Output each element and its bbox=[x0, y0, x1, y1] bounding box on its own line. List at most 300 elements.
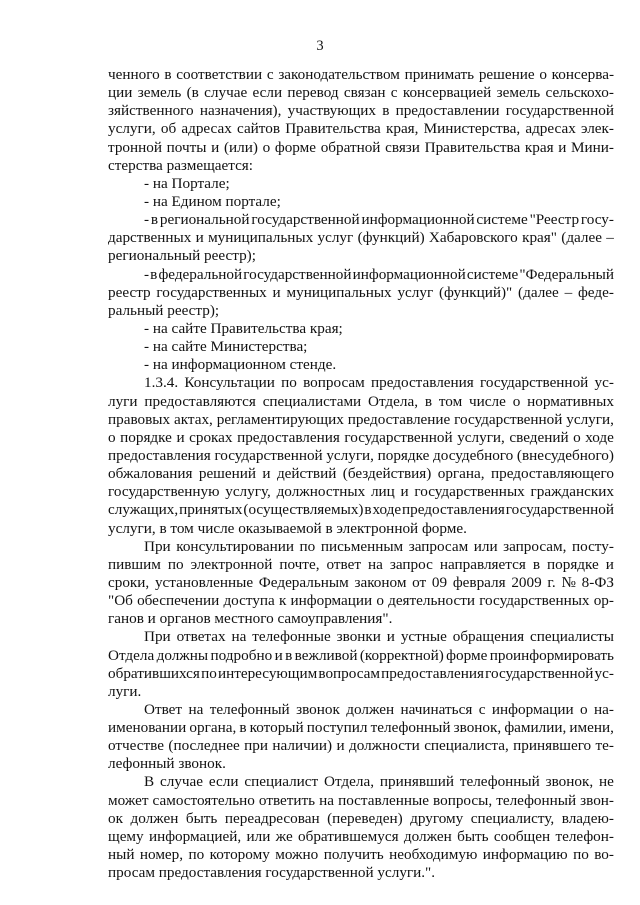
word: которому bbox=[209, 846, 270, 864]
word: зяйственного bbox=[108, 102, 194, 120]
page-number: 3 bbox=[316, 38, 324, 54]
word: деятельности bbox=[388, 592, 476, 610]
word: телефонный bbox=[459, 773, 540, 791]
word: (корректной) bbox=[359, 646, 444, 664]
word: решение bbox=[478, 66, 535, 83]
word: специалистами bbox=[262, 392, 362, 410]
word: законом bbox=[354, 573, 407, 591]
word: самостоятельно bbox=[152, 791, 255, 809]
word: (осуществляемых) bbox=[243, 501, 364, 519]
word: не bbox=[599, 773, 614, 791]
word: – bbox=[606, 229, 614, 247]
word: Консультации bbox=[184, 374, 275, 392]
word: форме bbox=[446, 646, 488, 664]
text-line: луги. bbox=[108, 682, 142, 700]
text-line bbox=[108, 465, 614, 483]
word: и bbox=[274, 646, 283, 664]
text-line: - на Едином портале; bbox=[144, 192, 281, 210]
word: связан bbox=[343, 84, 386, 102]
word: обратившихся bbox=[108, 664, 200, 682]
word: фамилии, bbox=[504, 719, 567, 737]
word: по bbox=[188, 846, 205, 864]
word: проинформировать bbox=[489, 646, 614, 664]
word: При bbox=[144, 628, 171, 646]
word: нормативных bbox=[527, 392, 614, 410]
word: системе bbox=[466, 265, 519, 283]
word: предоставления bbox=[108, 446, 211, 464]
word: консультировании bbox=[176, 537, 295, 555]
text-line bbox=[108, 701, 614, 719]
word: обеспечении bbox=[137, 592, 220, 610]
word: законодательством bbox=[278, 66, 400, 83]
word: информации bbox=[290, 592, 373, 610]
word: том bbox=[438, 392, 463, 410]
word: и bbox=[400, 483, 409, 501]
word: государственных bbox=[156, 283, 267, 301]
text-line: региональный реестр); bbox=[108, 247, 256, 265]
word: порядке bbox=[547, 555, 599, 573]
word: запросам, bbox=[503, 537, 567, 555]
word: 8-ФЗ bbox=[581, 573, 614, 591]
word: консерва- bbox=[551, 66, 614, 83]
word: земель bbox=[496, 84, 541, 102]
text-line bbox=[108, 792, 614, 810]
text-line bbox=[108, 429, 614, 447]
word: регламентирующих bbox=[216, 410, 344, 428]
word: государственной bbox=[214, 446, 323, 464]
word: луги bbox=[108, 392, 138, 410]
word: в bbox=[164, 66, 172, 83]
word: или bbox=[473, 537, 498, 555]
word: о bbox=[573, 428, 581, 446]
word: ответ bbox=[326, 555, 361, 573]
word: (функций)" bbox=[438, 283, 513, 301]
word: ус- bbox=[594, 374, 614, 392]
word: действий bbox=[276, 465, 337, 483]
word: государственной bbox=[454, 410, 563, 428]
word: поставленные bbox=[338, 791, 429, 809]
word: Федеральным bbox=[258, 573, 349, 591]
word: владею- bbox=[561, 809, 614, 827]
word: почты bbox=[166, 138, 207, 156]
text-line bbox=[108, 393, 614, 411]
word: по bbox=[573, 846, 589, 864]
word: интересующим bbox=[217, 664, 318, 682]
word: сайтов bbox=[237, 120, 281, 138]
word: государственной bbox=[505, 501, 614, 519]
word: (далее bbox=[518, 283, 559, 301]
word: края, bbox=[385, 120, 419, 138]
text-line bbox=[108, 828, 614, 846]
word: по bbox=[281, 374, 297, 392]
word: звонок, bbox=[453, 719, 502, 737]
word: обжалования bbox=[108, 465, 193, 483]
word: "Об bbox=[108, 592, 133, 610]
text-line bbox=[108, 501, 614, 519]
word: наличии) bbox=[272, 737, 333, 755]
word: о bbox=[262, 138, 271, 156]
word: государственной bbox=[505, 102, 614, 120]
word: и bbox=[262, 465, 271, 483]
text-line bbox=[108, 737, 614, 755]
word: при bbox=[244, 737, 268, 755]
text-line: стерства размещается: bbox=[108, 156, 254, 174]
text-line bbox=[108, 84, 614, 102]
word: услуги, bbox=[566, 410, 614, 428]
word: щему bbox=[108, 827, 144, 845]
word: о bbox=[512, 392, 521, 410]
word: соответствии bbox=[176, 66, 263, 83]
word: номер, bbox=[139, 846, 184, 864]
word: необходимую bbox=[389, 846, 478, 864]
word: дарственных bbox=[108, 229, 192, 247]
word: принятых bbox=[179, 501, 243, 519]
word: реестр bbox=[108, 283, 151, 301]
word: адресах bbox=[181, 120, 232, 138]
word: услугу, bbox=[225, 483, 271, 501]
word: случае bbox=[204, 84, 248, 102]
word: с bbox=[266, 66, 274, 83]
text-line bbox=[108, 102, 614, 120]
word: услуг bbox=[397, 283, 434, 301]
word: по bbox=[201, 664, 217, 682]
word: с bbox=[390, 84, 398, 102]
word: края bbox=[524, 138, 554, 156]
word: предоставляются bbox=[144, 392, 256, 410]
text-line bbox=[108, 556, 614, 574]
word: если bbox=[252, 84, 283, 102]
text-line: - на Портале; bbox=[144, 174, 230, 192]
word: должны bbox=[156, 646, 209, 664]
word: письменным bbox=[320, 537, 404, 555]
word: и bbox=[272, 283, 281, 301]
word: почте, bbox=[279, 555, 320, 573]
text-line bbox=[108, 846, 614, 864]
word: в bbox=[150, 211, 159, 229]
word: ции bbox=[108, 84, 133, 102]
text-line: ганов и органов местного самоуправления". bbox=[108, 610, 393, 628]
word: переадресован bbox=[224, 809, 320, 827]
word: обратившемуся bbox=[298, 827, 399, 845]
word: Отдела, bbox=[368, 392, 419, 410]
word: в bbox=[239, 719, 247, 737]
word: может bbox=[108, 791, 149, 809]
word: должности bbox=[348, 737, 420, 755]
word: актах, bbox=[173, 410, 213, 428]
word: звонки bbox=[336, 628, 381, 646]
text-line: ральный реестр); bbox=[108, 301, 220, 319]
word: 2009 bbox=[511, 573, 542, 591]
word: порядке bbox=[377, 446, 430, 464]
word: адресах bbox=[525, 120, 576, 138]
word: ответах bbox=[176, 628, 226, 646]
text-line bbox=[108, 447, 614, 465]
word: вежливой bbox=[294, 646, 358, 664]
word: предоставления bbox=[237, 428, 340, 446]
word: (или) bbox=[223, 138, 258, 156]
word: края" bbox=[522, 229, 557, 247]
word: лиц bbox=[370, 483, 395, 501]
word: другому bbox=[410, 809, 464, 827]
word: и bbox=[558, 138, 567, 156]
word: сведений bbox=[509, 428, 569, 446]
word: При bbox=[144, 537, 171, 555]
word: региональной bbox=[159, 211, 250, 229]
word: ченного bbox=[108, 66, 160, 83]
text-line: просам предоставления государственной услуги.". bbox=[108, 864, 436, 882]
word: перевод bbox=[287, 84, 339, 102]
word: "Реестр bbox=[529, 211, 580, 229]
text-line bbox=[108, 374, 614, 392]
text-line: - на сайте Правительства края; bbox=[144, 319, 343, 337]
word: гражданских bbox=[530, 483, 614, 501]
word: если bbox=[208, 773, 239, 791]
word: информационной bbox=[352, 265, 466, 283]
word: в bbox=[532, 555, 540, 573]
word: консервацией bbox=[402, 84, 492, 102]
word: который bbox=[249, 719, 304, 737]
text-line: лефонный звонок. bbox=[108, 755, 226, 773]
text-line bbox=[108, 719, 614, 737]
word: телефонный bbox=[370, 719, 451, 737]
word: решений bbox=[198, 465, 256, 483]
text-line bbox=[108, 574, 614, 592]
word: органа, bbox=[437, 465, 485, 483]
text-line bbox=[108, 211, 614, 229]
word: ный bbox=[108, 846, 135, 864]
word: (бездействия) bbox=[342, 465, 432, 483]
word: вопросам bbox=[303, 374, 365, 392]
word: случае bbox=[160, 773, 204, 791]
word: - bbox=[144, 211, 150, 229]
text-line bbox=[108, 66, 614, 84]
word: направляется bbox=[439, 555, 526, 573]
word: тронной bbox=[108, 138, 162, 156]
text-line bbox=[108, 647, 614, 665]
word: имени, bbox=[569, 719, 614, 737]
word: подробно bbox=[210, 646, 273, 664]
word: ус- bbox=[594, 664, 614, 682]
word: информации bbox=[491, 700, 574, 718]
word: звонок bbox=[296, 700, 340, 718]
word: на bbox=[231, 628, 247, 646]
word: (функций) bbox=[357, 229, 425, 247]
word: устные bbox=[400, 628, 447, 646]
word: февраля bbox=[452, 573, 506, 591]
text-line bbox=[108, 773, 614, 791]
word: Отдела, bbox=[324, 773, 375, 791]
word: телефонный bbox=[209, 700, 290, 718]
text-line bbox=[108, 483, 614, 501]
word: о bbox=[376, 592, 384, 610]
word: муниципальных bbox=[286, 283, 392, 301]
word: обращения bbox=[452, 628, 525, 646]
word: по bbox=[299, 537, 316, 555]
word: и bbox=[386, 628, 395, 646]
word: земель bbox=[137, 84, 182, 102]
word: вопросы, bbox=[433, 791, 493, 809]
word: звон- bbox=[580, 791, 614, 809]
word: отчестве bbox=[108, 737, 164, 755]
word: о bbox=[579, 700, 588, 718]
word: услуги, bbox=[457, 428, 505, 446]
word: именовании bbox=[108, 719, 187, 737]
text-line bbox=[108, 592, 614, 610]
word: Хабаровского bbox=[428, 229, 518, 247]
word: федеральной bbox=[158, 265, 243, 283]
word: ответить bbox=[258, 791, 316, 809]
word: сообщен bbox=[493, 827, 551, 845]
word: "Федеральный bbox=[519, 265, 614, 283]
word: телефонный bbox=[496, 791, 577, 809]
text-line bbox=[108, 120, 614, 138]
word: - bbox=[144, 265, 150, 283]
word: запросам bbox=[408, 537, 469, 555]
word: предоставляющего bbox=[490, 465, 614, 483]
word: государственных bbox=[479, 592, 590, 610]
word: сельскохо- bbox=[545, 84, 614, 102]
word: специалиста, bbox=[424, 737, 509, 755]
text-line: услуги, в том числе оказываемой в электронной форме. bbox=[108, 519, 467, 537]
word: ходе bbox=[585, 428, 614, 446]
word: системе bbox=[476, 211, 528, 229]
word: быть bbox=[185, 809, 218, 827]
word: принявшего bbox=[513, 737, 592, 755]
word: в bbox=[285, 646, 293, 664]
word: Ответ bbox=[144, 700, 183, 718]
word: быть bbox=[457, 827, 489, 845]
word: посту- bbox=[571, 537, 614, 555]
word: правовых bbox=[108, 410, 171, 428]
word: Мини- bbox=[571, 138, 614, 156]
word: на bbox=[368, 555, 383, 573]
word: связи bbox=[385, 138, 420, 156]
word: услуги, bbox=[326, 446, 374, 464]
word: Правительства bbox=[285, 120, 381, 138]
word: служащих, bbox=[108, 501, 179, 519]
word: г. bbox=[547, 573, 556, 591]
word: государственных bbox=[414, 483, 525, 501]
word: же bbox=[275, 827, 293, 845]
text-line: - на информационном стенде. bbox=[144, 356, 337, 374]
word: Правительства bbox=[424, 138, 521, 156]
word: запрос bbox=[389, 555, 433, 573]
word: ор- bbox=[593, 592, 614, 610]
word: установленные bbox=[154, 573, 254, 591]
word: получить bbox=[323, 846, 384, 864]
word: должен bbox=[403, 827, 452, 845]
word: на- bbox=[593, 700, 614, 718]
word: телефон- bbox=[555, 827, 614, 845]
document-body bbox=[108, 66, 614, 882]
word: во- bbox=[594, 846, 614, 864]
word: Министерства, bbox=[423, 120, 521, 138]
word: (переведен) bbox=[327, 809, 403, 827]
word: специалисты bbox=[529, 628, 614, 646]
word: и bbox=[211, 138, 220, 156]
word: специалисту, bbox=[470, 809, 555, 827]
word: с bbox=[478, 700, 486, 718]
word: – bbox=[564, 283, 573, 301]
word: принявший bbox=[379, 773, 454, 791]
word: информацией, bbox=[148, 827, 242, 845]
word: информационной bbox=[361, 211, 475, 229]
text-line bbox=[108, 628, 614, 646]
word: к bbox=[278, 592, 287, 610]
word: телефонные bbox=[252, 628, 331, 646]
word: на bbox=[319, 791, 335, 809]
word: порядке bbox=[120, 428, 172, 446]
word: принимать bbox=[404, 66, 475, 83]
word: о bbox=[108, 428, 116, 446]
word: от bbox=[412, 573, 427, 591]
word: № bbox=[561, 573, 576, 591]
text-line bbox=[108, 538, 614, 556]
word: в bbox=[364, 501, 372, 519]
word: феде- bbox=[577, 283, 614, 301]
word: в bbox=[424, 392, 433, 410]
word: досудебного bbox=[433, 446, 514, 464]
word: и bbox=[336, 737, 345, 755]
word: начинаться bbox=[400, 700, 473, 718]
word: вопросам bbox=[318, 664, 381, 682]
word: элек- bbox=[580, 120, 614, 138]
text-line bbox=[108, 665, 614, 683]
text-line bbox=[108, 810, 614, 828]
word: Отдела bbox=[108, 646, 155, 664]
word: доступа bbox=[223, 592, 275, 610]
word: или bbox=[246, 827, 271, 845]
word: предоставления bbox=[402, 501, 505, 519]
word: государственной bbox=[485, 664, 594, 682]
word: должен bbox=[346, 700, 395, 718]
word: органа, bbox=[189, 719, 237, 737]
word: предоставление bbox=[347, 410, 451, 428]
text-line: - на сайте Министерства; bbox=[144, 338, 308, 356]
word: (последнее bbox=[168, 737, 240, 755]
word: госу- bbox=[580, 211, 614, 229]
word: те- bbox=[595, 737, 614, 755]
word: и bbox=[605, 555, 614, 573]
word: услуги, bbox=[108, 120, 156, 138]
word: предоставления bbox=[381, 664, 484, 682]
word: участвующих bbox=[287, 102, 376, 120]
word: на bbox=[188, 700, 204, 718]
word: предоставления bbox=[370, 374, 474, 392]
word: государственную bbox=[108, 483, 220, 501]
word: и bbox=[195, 229, 204, 247]
word: числе bbox=[469, 392, 506, 410]
word: (далее bbox=[561, 229, 602, 247]
word: и bbox=[176, 428, 185, 446]
text-line bbox=[108, 411, 614, 429]
word: сроки, bbox=[108, 573, 150, 591]
word: электронной bbox=[190, 555, 273, 573]
word: поступил bbox=[306, 719, 368, 737]
word: специалист bbox=[244, 773, 319, 791]
word: сроках bbox=[189, 428, 233, 446]
word: звонок, bbox=[545, 773, 594, 791]
word: государственной bbox=[251, 211, 360, 229]
word: форме bbox=[274, 138, 317, 156]
word: должен bbox=[130, 809, 179, 827]
word: В bbox=[144, 773, 155, 791]
word: обратной bbox=[320, 138, 381, 156]
word: 09 bbox=[431, 573, 448, 591]
word: государственной bbox=[344, 428, 453, 446]
word: (внесудебного) bbox=[516, 446, 614, 464]
word: предоставлении bbox=[395, 102, 500, 120]
